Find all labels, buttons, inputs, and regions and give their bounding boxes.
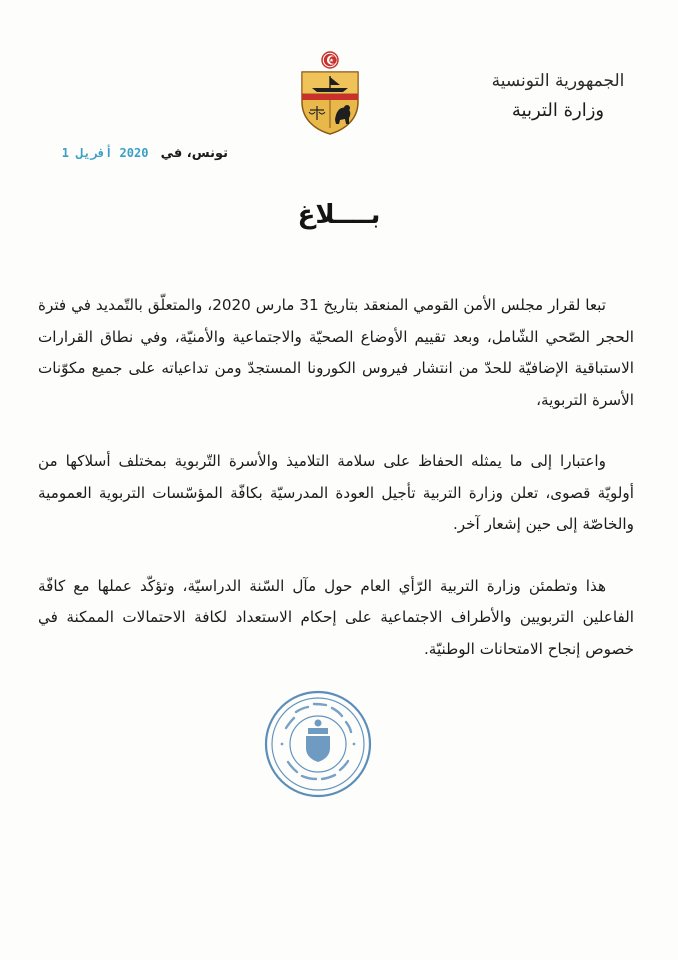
issuer-header — [488, 70, 628, 124]
ministry-seal-icon — [262, 688, 374, 800]
date-line — [58, 140, 228, 166]
body-paragraph-1: تبعا لقرار مجلس الأمن القومي المنعقد بتاريخ 31 مارس 2020، والمتعلّق بالتّمديد في فترة الحجر الصّحي الشّامل، وبعد تقييم الأوضاع الصحيّة والاجتماعية والأمنيّة، وفي نطاق القرارات الاستباقية الإضافيّة للحدّ من انتشار فيروس الكورونا المستجدّ ومن تداعياته على جميع مكوّنات الأسرة التربوية، — [38, 296, 634, 409]
body-paragraph-3: هذا وتطمئن وزارة التربية الرّأي العام حول مآل السّنة الدراسيّة، وتؤكّد عملها مع كافّة الفاعلين التربويين والأطراف الاجتماعية على إحكام الاستعداد لكافة الاحتمالات الممكنة في خصوص إنجاح الامتحانات الوطنيّة. — [38, 576, 634, 658]
announcement-body — [38, 290, 634, 665]
date-stamp: 2020 أفريل 1 — [61, 146, 149, 160]
ministry-name: وزارة التربية — [511, 100, 605, 121]
republic-name: الجمهورية التونسية — [491, 71, 625, 91]
date-place-prefix: تونس، في — [160, 146, 228, 161]
body-paragraph-2: واعتبارا إلى ما يمثله الحفاظ على سلامة التلاميذ والأسرة التّربوية بمختلف أسلاكها من أولويّة قصوى، تعلن وزارة التربية تأجيل العودة المدرسيّة بكافّة المؤسّسات التربوية العمومية والخاصّة إلى حين إشعار آخر. — [38, 452, 634, 533]
coat-of-arms-icon — [294, 50, 366, 136]
page-title: بــــلاغ — [297, 200, 381, 230]
